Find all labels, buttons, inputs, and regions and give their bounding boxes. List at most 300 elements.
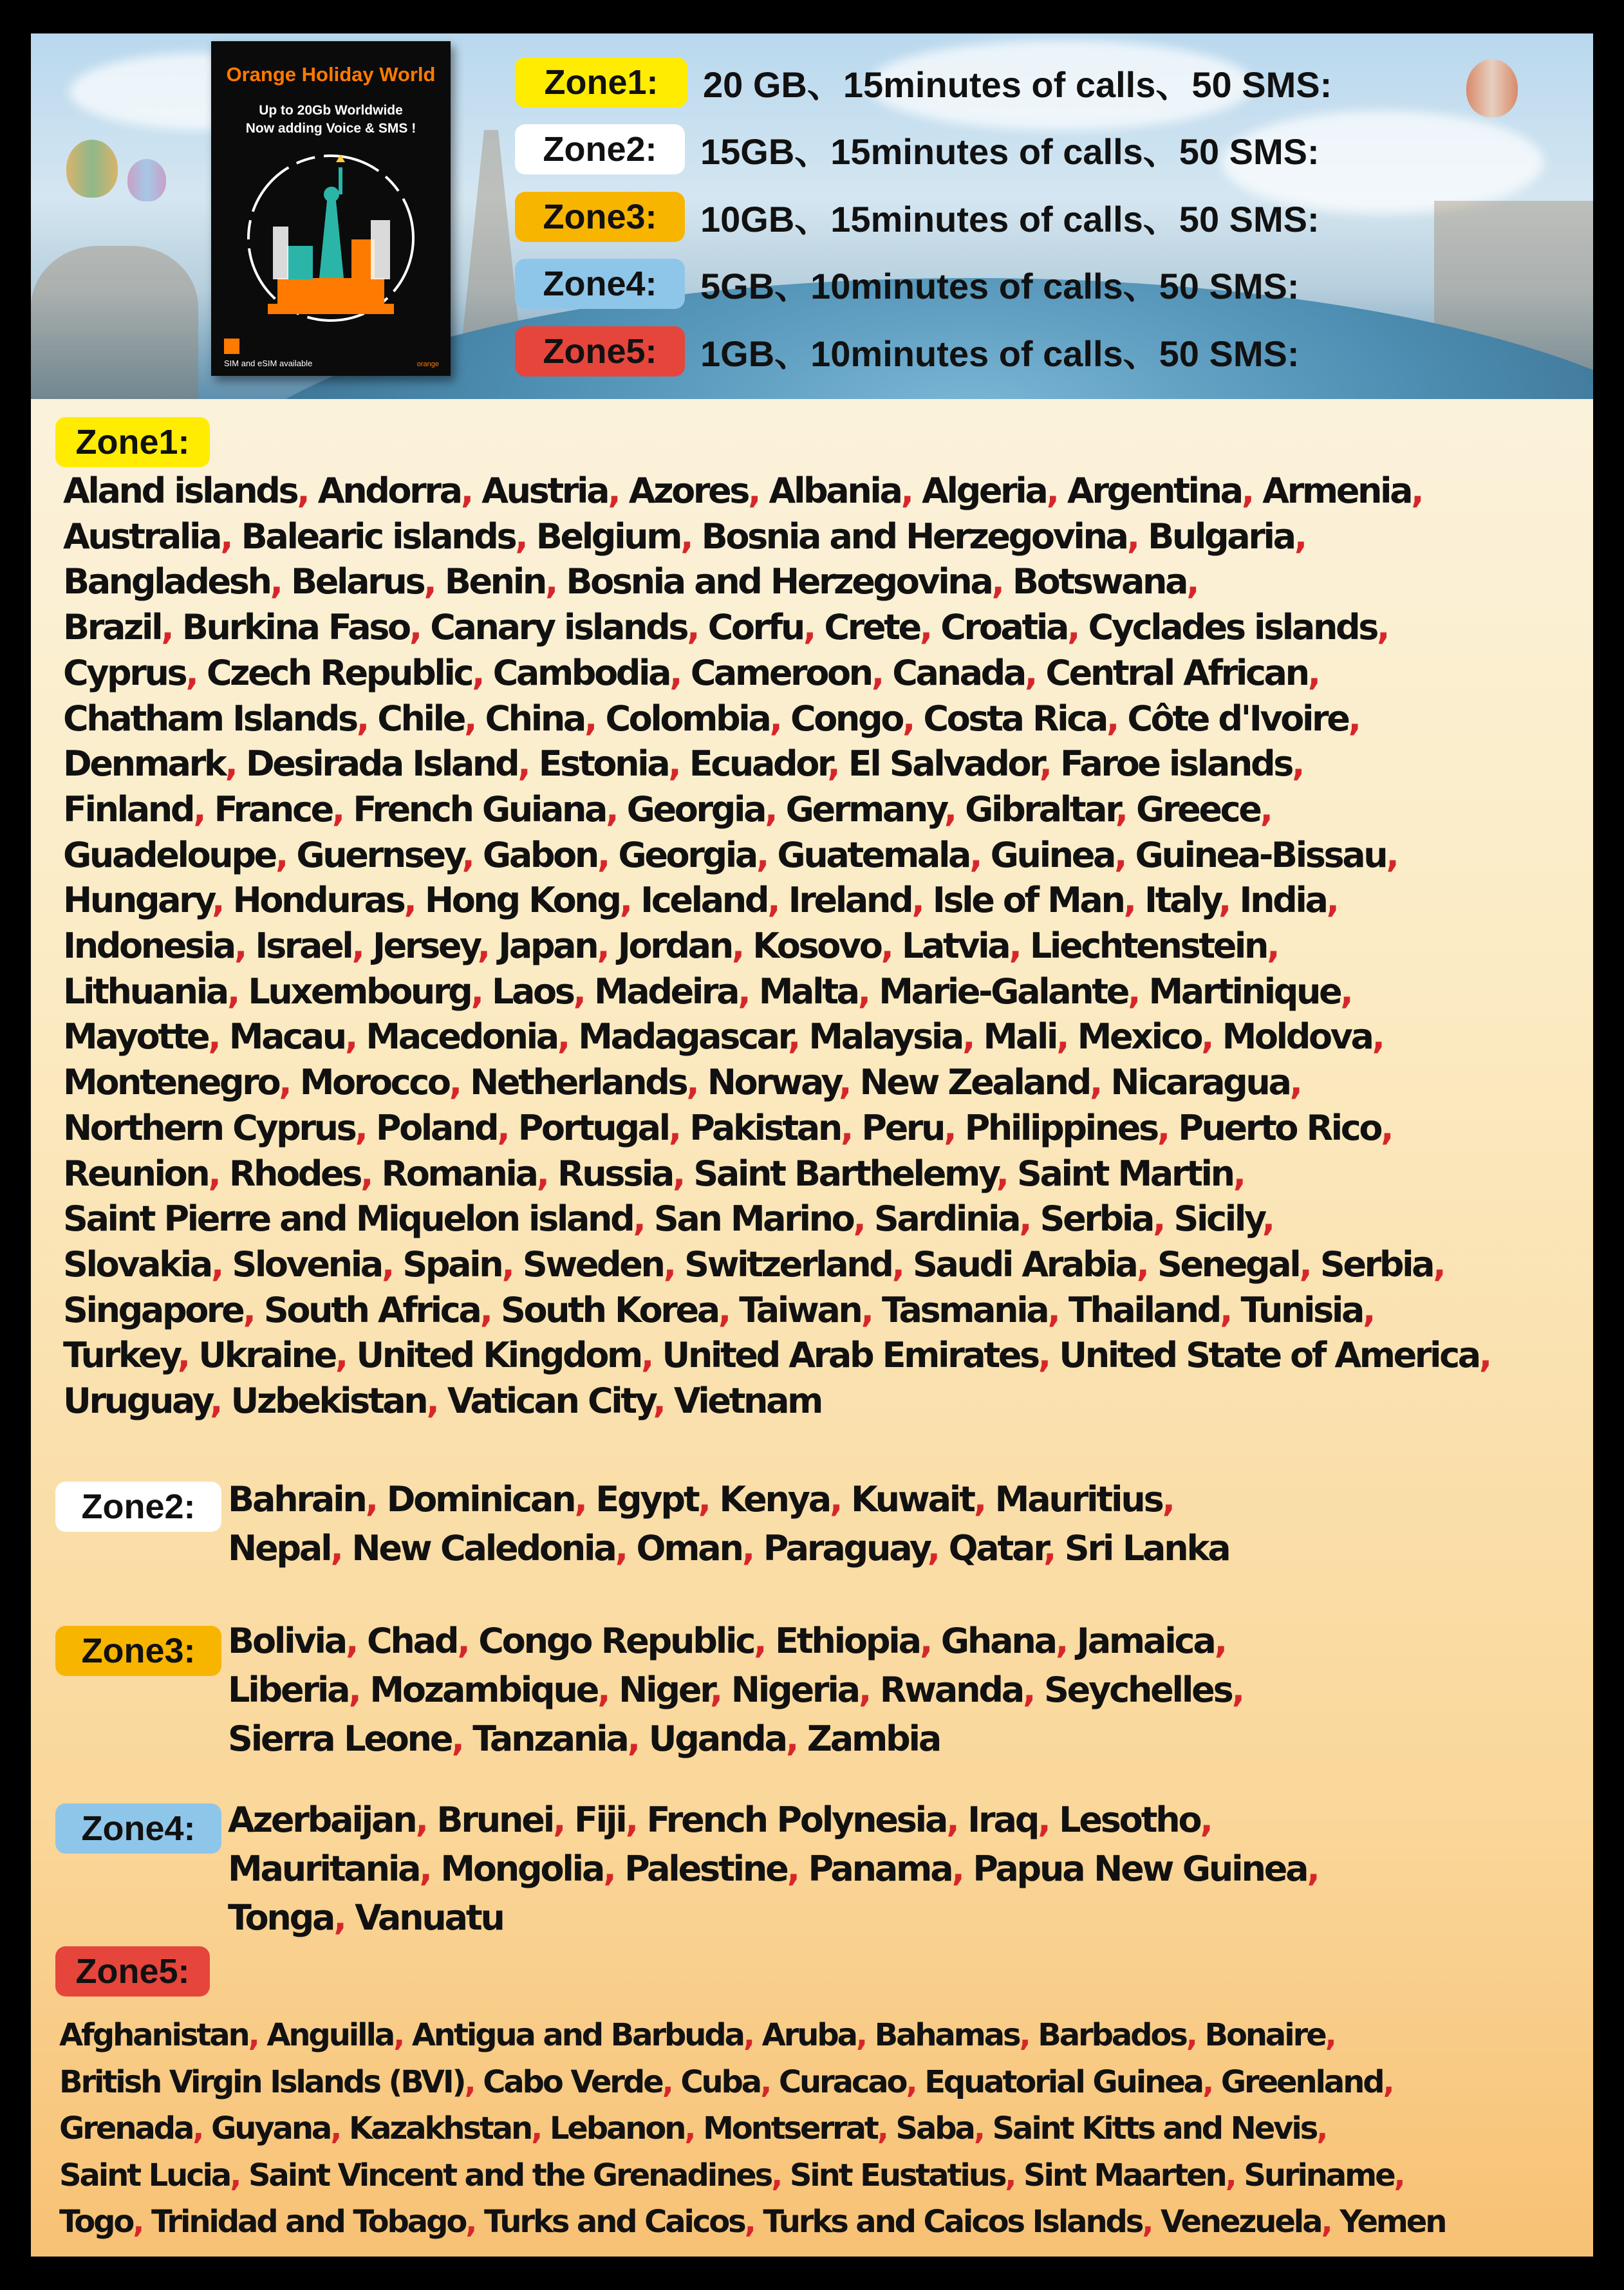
comma-separator: , [243,1289,264,1330]
country-name: Egypt [595,1479,698,1520]
country-line [228,1894,1318,1942]
plan-zone3-details: 10GB、15minutes of calls、50 SMS: [700,199,1320,239]
comma-separator: , [230,2157,248,2193]
country-name: Dominican [386,1479,575,1520]
comma-separator: , [497,1107,518,1148]
country-name: Norway [707,1062,839,1103]
comma-separator: , [1262,1198,1273,1240]
comma-separator: , [991,561,1013,602]
country-name: Guatemala [777,834,970,875]
comma-separator: , [1383,2063,1393,2100]
comma-separator: , [193,788,214,830]
country-name: Brunei [436,1800,554,1840]
country-line [63,1151,1490,1197]
country-line [63,559,1490,605]
comma-separator: , [1067,607,1088,648]
country-name: Croatia [940,607,1068,648]
country-name: Guinea-Bissau [1135,834,1386,875]
comma-separator: , [969,834,991,875]
country-line [59,2059,1445,2106]
comma-separator: , [827,743,848,785]
country-name: Liechtenstein [1029,926,1267,967]
comma-separator: , [1307,652,1319,693]
comma-separator: , [619,880,641,921]
poster [31,33,1593,2257]
country-name: Cameroon [690,652,872,693]
comma-separator: , [662,2063,681,2100]
country-name: Bangladesh [63,561,270,602]
country-line [63,1288,1490,1334]
comma-separator: , [210,1381,231,1422]
comma-separator: , [472,652,493,693]
comma-separator: , [603,1848,625,1889]
country-name: Estonia [538,743,669,785]
comma-separator: , [415,1800,437,1840]
comma-separator: , [668,743,689,785]
comma-separator: , [462,834,483,875]
comma-separator: , [557,1016,579,1057]
comma-separator: , [830,1479,851,1520]
comma-separator: , [1115,788,1137,830]
country-name: Tunisia [1240,1289,1363,1330]
country-line [59,2012,1445,2059]
comma-separator: , [858,1670,880,1710]
comma-separator: , [1267,926,1278,967]
comma-separator: , [1294,516,1305,557]
comma-separator: , [409,607,431,648]
country-name: Japan [498,926,597,967]
country-name: Kosovo [752,926,881,967]
country-name: Nicaragua [1110,1062,1290,1103]
country-name: United State of America [1059,1335,1479,1376]
comma-separator: , [1372,1016,1383,1057]
comma-separator: , [709,1670,731,1710]
comma-separator: , [348,1670,370,1710]
comma-separator: , [803,607,825,648]
comma-separator: , [1201,1016,1222,1057]
country-name: Papua New Guinea [973,1848,1307,1889]
country-line [63,878,1490,924]
comma-separator: , [718,1289,740,1330]
country-name: United Arab Emirates [662,1335,1038,1376]
country-line [63,1379,1490,1424]
country-name: Jamaica [1076,1621,1215,1661]
country-name: Cuba [680,2063,761,2100]
comma-separator: , [1377,607,1388,648]
comma-separator: , [270,561,292,602]
comma-separator: , [668,1107,690,1148]
comma-separator: , [574,1479,596,1520]
country-name: Yemen [1339,2204,1446,2240]
country-name: Uruguay [63,1381,210,1422]
comma-separator: , [625,1800,647,1840]
comma-separator: , [1241,470,1263,511]
country-name: Romania [381,1153,537,1194]
comma-separator: , [1005,2157,1024,2193]
country-name: Latvia [901,926,1009,967]
country-line [63,605,1490,651]
country-name: Desirada Island [245,743,518,785]
country-name: Luxembourg [248,971,471,1012]
country-name: Afghanistan [59,2017,248,2053]
comma-separator: , [684,2110,704,2146]
comma-separator: , [1046,470,1067,511]
comma-separator: , [687,607,708,648]
zone4-country-list [228,1796,1318,1942]
comma-separator: , [608,470,629,511]
comma-separator: , [1126,516,1148,557]
country-name: Aruba [761,2017,856,2053]
sim-card-subtitle: Up to 20Gb Worldwide [259,103,403,118]
plan-zone2-badge: Zone2: [515,124,685,174]
country-name: Moldova [1222,1016,1372,1057]
comma-separator: , [351,926,373,967]
country-line [59,2105,1445,2152]
comma-separator: , [1411,470,1423,511]
comma-separator: , [1386,834,1397,875]
comma-separator: , [365,1479,387,1520]
country-name: Bonaire [1204,2017,1325,2053]
comma-separator: , [177,1335,199,1376]
country-name: Hong Kong [424,880,620,921]
country-name: Sint Eustatius [789,2157,1005,2193]
country-name: Belgium [536,516,681,557]
country-name: Uganda [648,1718,786,1759]
plan-zone5-details: 1GB、10minutes of calls、50 SMS: [700,333,1300,374]
comma-separator: , [208,1153,229,1194]
comma-separator: , [973,2110,993,2146]
country-name: Zambia [807,1718,940,1759]
comma-separator: , [1214,1621,1226,1661]
country-name: Turks and Caicos Islands [763,2204,1143,2240]
country-name: Hungary [63,880,212,921]
country-name: Argentina [1067,470,1242,511]
country-line [63,1196,1490,1242]
comma-separator: , [1394,2157,1404,2193]
comma-separator: , [857,971,879,1012]
country-name: Saba [895,2110,974,2146]
country-name: Liberia [228,1670,349,1710]
comma-separator: , [951,1848,973,1889]
country-name: Mali [983,1016,1057,1057]
country-name: Nepal [228,1528,331,1569]
comma-separator: , [1019,1198,1040,1240]
country-name: Mozambique [369,1670,598,1710]
comma-separator: , [1316,2110,1327,2146]
country-name: Northern Cyprus [63,1107,355,1148]
comma-separator: , [901,470,922,511]
country-name: Czech Republic [206,652,472,693]
comma-separator: , [769,698,790,739]
country-name: Côte d'Ivoire [1127,698,1349,739]
comma-separator: , [1142,2204,1161,2240]
comma-separator: , [1202,2063,1221,2100]
comma-separator: , [208,1016,229,1057]
comma-separator: , [1186,2017,1205,2053]
country-name: Sweden [522,1243,664,1285]
comma-separator: , [1056,1016,1078,1057]
comma-separator: , [853,1198,874,1240]
comma-separator: , [754,1621,776,1661]
hot-air-balloon-icon [66,140,118,198]
country-name: Cambodia [492,652,670,693]
comma-separator: , [1136,1243,1157,1285]
comma-separator: , [553,1800,574,1840]
country-name: Philippines [964,1107,1157,1148]
country-name: Canada [892,652,1025,693]
country-name: Indonesia [63,926,234,967]
country-name: Serbia [1040,1198,1153,1240]
comma-separator: , [331,788,353,830]
country-name: Georgia [618,834,756,875]
country-name: United Kingdom [356,1335,641,1376]
comma-separator: , [906,2063,925,2100]
comma-separator: , [515,516,536,557]
comma-separator: , [1162,1479,1173,1520]
country-name: Morocco [299,1062,449,1103]
country-name: New Caledonia [351,1528,615,1569]
country-name: Greece [1136,788,1260,830]
comma-separator: , [627,1718,649,1759]
comma-separator: , [1218,880,1240,921]
country-name: Anguilla [266,2017,394,2053]
comma-separator: , [1043,1528,1065,1569]
country-name: Montenegro [63,1062,279,1103]
country-name: Jordan [617,926,732,967]
country-name: Ghana [940,1621,1056,1661]
country-name: Taiwan [739,1289,861,1330]
comma-separator: , [1321,2204,1340,2240]
country-name: Slovakia [63,1243,211,1285]
header-banner [31,33,1593,399]
comma-separator: , [584,698,606,739]
comma-separator: , [344,1016,366,1057]
country-name: Malta [758,971,858,1012]
country-name: Singapore [63,1289,243,1330]
country-name: British Virgin Islands (BVI) [59,2063,465,2100]
comma-separator: , [465,2204,484,2240]
country-name: Pakistan [689,1107,841,1148]
country-name: Benin [444,561,545,602]
country-name: Lebanon [549,2110,685,2146]
country-line [63,651,1490,696]
zone3-country-list [228,1617,1243,1764]
country-name: Madagascar [578,1016,788,1057]
country-line [228,1666,1243,1715]
country-name: Israel [255,926,352,967]
comma-separator: , [927,1528,949,1569]
country-name: Turkey [63,1335,178,1376]
country-name: Armenia [1262,470,1412,511]
country-name: Sint Maarten [1023,2157,1226,2193]
comma-separator: , [1291,743,1303,785]
comma-separator: , [669,652,691,693]
country-name: Spain [402,1243,502,1285]
country-line [228,1617,1243,1666]
country-name: Denmark [63,743,225,785]
country-name: Vatican City [447,1381,653,1422]
sim-card-subtitle: Now adding Voice & SMS ! [245,121,416,136]
comma-separator: , [330,1528,352,1569]
comma-separator: , [1219,1289,1241,1330]
country-name: Bolivia [228,1621,346,1661]
zone2-country-list [228,1475,1229,1573]
country-line [63,1106,1490,1151]
country-name: Saint Kitts and Nevis [992,2110,1317,2146]
country-name: French Guiana [353,788,606,830]
country-name: Antigua and Barbuda [411,2017,743,2053]
comma-separator: , [891,1243,913,1285]
country-name: Mauritius [994,1479,1162,1520]
comma-separator: , [573,971,594,1012]
comma-separator: , [1233,1153,1244,1194]
country-name: Canary islands [430,607,687,648]
country-name: Netherlands [470,1062,687,1103]
country-name: Portugal [518,1107,669,1148]
country-name: French Polynesia [646,1800,947,1840]
plan-row-zone2 [515,122,1320,176]
comma-separator: , [597,926,618,967]
country-name: Marie-Galante [879,971,1128,1012]
country-name: Greenland [1220,2063,1383,2100]
country-name: France [214,788,332,830]
country-name: Central African [1045,652,1308,693]
landmark-silhouette [31,246,198,399]
comma-separator: , [133,2204,152,2240]
country-name: Gibraltar [965,788,1115,830]
comma-separator: , [765,788,786,830]
country-name: China [485,698,584,739]
comma-separator: , [1024,652,1046,693]
country-name: Colombia [605,698,770,739]
country-name: Barbados [1038,2017,1186,2053]
country-name: Guernsey [296,834,462,875]
country-name: San Marino [653,1198,854,1240]
comma-separator: , [871,652,893,693]
country-name: Macau [229,1016,345,1057]
country-name: Equatorial Guinea [924,2063,1202,2100]
zone2-label: Zone2: [55,1482,221,1532]
country-name: Mayotte [63,1016,209,1057]
country-name: Kuwait [850,1479,974,1520]
comma-separator: , [653,1381,674,1422]
comma-separator: , [1009,926,1030,967]
comma-separator: , [881,926,902,967]
comma-separator: , [275,834,297,875]
comma-separator: , [464,2063,483,2100]
country-name: Mauritania [228,1848,420,1889]
comma-separator: , [381,1243,403,1285]
plan-zone4-badge: Zone4: [515,259,685,309]
country-line [228,1475,1229,1524]
country-name: Mexico [1077,1016,1202,1057]
comma-separator: , [536,1153,558,1194]
comma-separator: , [1200,1800,1211,1840]
comma-separator: , [756,834,778,875]
country-name: Saint Martin [1016,1153,1233,1194]
country-name: Brazil [63,607,162,648]
country-name: Iraq [967,1800,1038,1840]
country-name: Nigeria [731,1670,859,1710]
zone5-label: Zone5: [55,1946,210,1997]
country-name: Qatar [948,1528,1043,1569]
hot-air-balloon-icon [127,159,166,201]
comma-separator: , [333,1897,355,1938]
country-name: Chatham Islands [63,698,357,739]
country-name: Serbia [1320,1243,1433,1285]
country-name: Chile [377,698,464,739]
comma-separator: , [743,2017,762,2053]
country-name: Russia [557,1153,673,1194]
country-name: Guyana [211,2110,331,2146]
country-name: Madeira [593,971,738,1012]
country-name: Peru [861,1107,944,1148]
country-line [63,924,1490,969]
country-name: Reunion [63,1153,209,1194]
sim-card-image [211,41,451,376]
country-name: Guadeloupe [63,834,275,875]
comma-separator: , [946,1800,968,1840]
comma-separator: , [1289,1062,1301,1103]
comma-separator: , [1127,971,1149,1012]
country-line [228,1845,1318,1894]
country-line [63,741,1490,787]
comma-separator: , [1325,2017,1335,2053]
country-name: Ukraine [198,1335,335,1376]
comma-separator: , [1326,880,1338,921]
comma-separator: , [1307,1848,1318,1889]
country-name: Saudi Arabia [913,1243,1137,1285]
comma-separator: , [1340,971,1352,1012]
country-name: Grenada [59,2110,193,2146]
country-name: Sri Lanka [1064,1528,1229,1569]
country-name: Niger [619,1670,710,1710]
comma-separator: , [1106,698,1128,739]
comma-separator: , [1260,788,1271,830]
comma-separator: , [944,1107,965,1148]
plan-zone1-badge: Zone1: [515,57,687,107]
sim-card-title: Orange Holiday World [226,63,436,86]
country-name: Belarus [291,561,424,602]
comma-separator: , [731,926,753,967]
comma-separator: , [471,971,492,1012]
plan-zone5-badge: Zone5: [515,326,685,377]
country-name: Slovenia [232,1243,382,1285]
comma-separator: , [451,1718,473,1759]
country-name: Saint Barthelemy [693,1153,996,1194]
country-name: Germany [785,788,944,830]
country-name: Fiji [574,1800,626,1840]
country-name: Sardinia [873,1198,1020,1240]
country-name: Tonga [228,1897,334,1938]
comma-separator: , [161,607,182,648]
comma-separator: , [192,2110,211,2146]
country-name: El Salvador [848,743,1040,785]
country-name: Balearic islands [241,516,516,557]
country-line [228,1524,1229,1573]
country-name: India [1239,880,1327,921]
comma-separator: , [663,1243,685,1285]
comma-separator: , [686,1062,707,1103]
country-name: Vanuatu [355,1897,503,1938]
comma-separator: , [877,2110,896,2146]
statue-of-liberty-globe-icon [242,149,420,327]
country-name: Faroe islands [1060,743,1292,785]
country-name: Panama [808,1848,952,1889]
country-name: Azores [628,470,749,511]
comma-separator: , [426,1381,447,1422]
country-name: Saint Pierre and Miquelon island [63,1198,633,1240]
